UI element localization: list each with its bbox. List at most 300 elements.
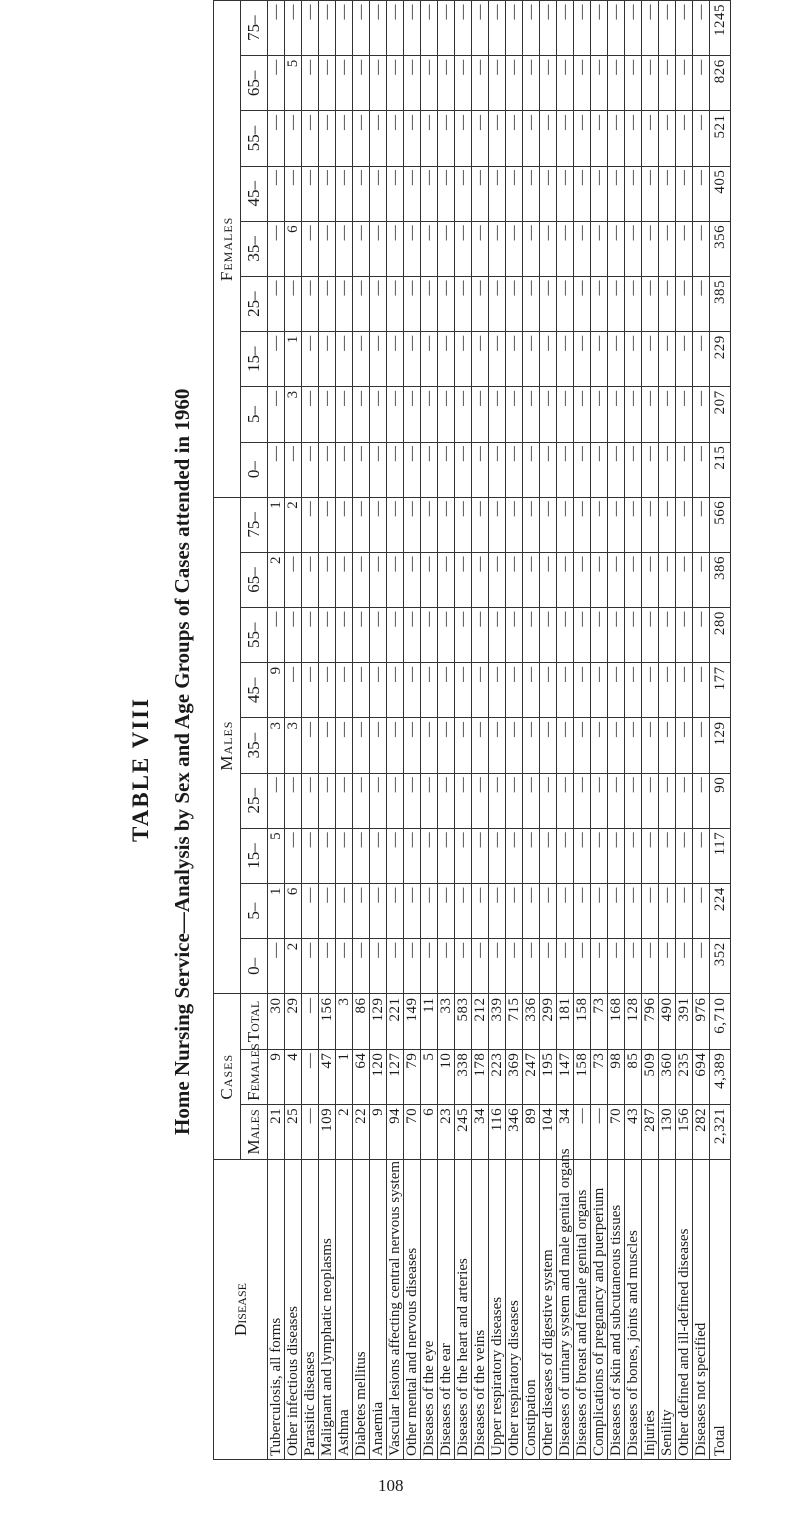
disease-label: Diseases of bones, joints and muscles — [625, 1160, 642, 1460]
table-cell: 98 — [608, 1049, 625, 1104]
table-cell: — — [370, 56, 387, 111]
disease-label: Upper respiratory diseases — [489, 1160, 506, 1460]
title-block — [0, 0, 210, 1460]
table-cell: — — [574, 56, 591, 111]
table-cell: — — [676, 56, 693, 111]
table-cell: — — [319, 773, 336, 828]
table-cell: — — [540, 1, 557, 56]
table-cell: — — [438, 718, 455, 773]
table-cell: — — [574, 773, 591, 828]
table-cell: — — [489, 56, 506, 111]
table-cell: — — [625, 332, 642, 387]
table-cell: — — [557, 277, 574, 332]
table-cell: — — [302, 1104, 319, 1159]
table-cell: — — [523, 497, 540, 552]
table-cell: — — [523, 773, 540, 828]
total-male-age-1: 224 — [710, 884, 731, 939]
table-cell: — — [540, 166, 557, 221]
male-age-header-1: 5– — [241, 884, 268, 939]
table-cell: — — [319, 828, 336, 883]
table-cell: — — [523, 332, 540, 387]
females-header: Females — [241, 1049, 268, 1104]
disease-label: Senility — [659, 1160, 676, 1460]
table-cell: 130 — [659, 1104, 676, 1159]
table-cell: 796 — [642, 994, 659, 1049]
table-cell: — — [387, 387, 404, 442]
table-cell: — — [404, 773, 421, 828]
table-cell: 336 — [523, 994, 540, 1049]
table-cell: — — [693, 497, 710, 552]
table-cell: — — [693, 718, 710, 773]
table-cell: — — [591, 608, 608, 663]
table-cell: — — [319, 884, 336, 939]
table-cell: — — [574, 1104, 591, 1159]
table-cell: — — [285, 277, 302, 332]
table-cell: — — [421, 387, 438, 442]
table-cell: 34 — [472, 1104, 489, 1159]
female-age-header-8: 75– — [241, 1, 268, 56]
table-cell: — — [540, 221, 557, 276]
table-cell: — — [506, 277, 523, 332]
table-cell: — — [455, 608, 472, 663]
table-cell: — — [336, 332, 353, 387]
table-cell: — — [455, 497, 472, 552]
table-cell: — — [540, 718, 557, 773]
table-cell: — — [489, 884, 506, 939]
table-cell: — — [625, 111, 642, 166]
disease-label: Other respiratory diseases — [506, 1160, 523, 1460]
table-cell: — — [421, 56, 438, 111]
table-cell: — — [591, 332, 608, 387]
table-cell: — — [387, 718, 404, 773]
table-cell: — — [421, 884, 438, 939]
table-cell: — — [404, 166, 421, 221]
table-cell: — — [268, 939, 285, 994]
table-cell: — — [336, 828, 353, 883]
table-cell: — — [421, 608, 438, 663]
table-cell: — — [523, 828, 540, 883]
table-cell: — — [472, 773, 489, 828]
table-cell: — — [642, 497, 659, 552]
table-cell: — — [387, 608, 404, 663]
table-cell: — — [472, 828, 489, 883]
table-cell: — — [404, 497, 421, 552]
disease-label: Diseases of the eye — [421, 1160, 438, 1460]
table-cell: — — [455, 166, 472, 221]
table-cell: — — [574, 387, 591, 442]
table-cell: — — [489, 663, 506, 718]
table-cell: — — [693, 277, 710, 332]
total-males: 2,321 — [710, 1104, 731, 1159]
table-cell: 360 — [659, 1049, 676, 1104]
total-male-age-7: 386 — [710, 552, 731, 607]
table-cell: — — [625, 442, 642, 497]
table-cell: — — [353, 1, 370, 56]
table-cell: — — [302, 718, 319, 773]
table-cell: — — [455, 221, 472, 276]
table-cell: — — [268, 332, 285, 387]
table-cell: — — [642, 1, 659, 56]
male-age-header-6: 55– — [241, 608, 268, 663]
table-cell: — — [642, 939, 659, 994]
table-cell: — — [302, 332, 319, 387]
table-cell: — — [693, 608, 710, 663]
table-cell: — — [591, 718, 608, 773]
table-cell: — — [506, 718, 523, 773]
table-row — [540, 1, 557, 1460]
table-cell: — — [268, 1, 285, 56]
table-cell: — — [302, 442, 319, 497]
table-cell: — — [387, 277, 404, 332]
table-cell: 212 — [472, 994, 489, 1049]
male-age-header-7: 65– — [241, 552, 268, 607]
table-cell: — — [523, 166, 540, 221]
table-cell: 33 — [438, 994, 455, 1049]
table-cell: 43 — [625, 1104, 642, 1159]
male-age-header-3: 25– — [241, 773, 268, 828]
table-cell: — — [591, 663, 608, 718]
table-cell: — — [642, 663, 659, 718]
table-row — [574, 1, 591, 1460]
table-cell: — — [523, 221, 540, 276]
table-cell: 346 — [506, 1104, 523, 1159]
table-cell: 147 — [557, 1049, 574, 1104]
table-cell: 89 — [523, 1104, 540, 1159]
table-cell: — — [659, 221, 676, 276]
table-cell: — — [455, 718, 472, 773]
table-cell: — — [336, 221, 353, 276]
table-cell: 47 — [319, 1049, 336, 1104]
males-group-header: Males — [214, 497, 241, 994]
table-cell: — — [302, 884, 319, 939]
table-cell: — — [659, 552, 676, 607]
table-cell: — — [336, 773, 353, 828]
table-cell: — — [608, 387, 625, 442]
table-cell: — — [489, 552, 506, 607]
table-cell: — — [625, 663, 642, 718]
table-cell: 9 — [268, 663, 285, 718]
table-cell: — — [608, 663, 625, 718]
table-cell: — — [353, 221, 370, 276]
table-cell: — — [676, 332, 693, 387]
total-male-age-3: 90 — [710, 773, 731, 828]
table-cell: — — [302, 828, 319, 883]
table-cell: — — [557, 387, 574, 442]
table-cell: — — [523, 111, 540, 166]
table-cell: — — [523, 718, 540, 773]
table-cell: — — [421, 332, 438, 387]
table-row — [642, 1, 659, 1460]
table-cell: 149 — [404, 994, 421, 1049]
table-cell: 1 — [336, 1049, 353, 1104]
table-cell: — — [506, 884, 523, 939]
disease-label: Injuries — [642, 1160, 659, 1460]
table-cell: — — [557, 773, 574, 828]
table-row — [489, 1, 506, 1460]
table-cell: — — [319, 663, 336, 718]
table-cell: — — [302, 387, 319, 442]
table-row — [302, 1, 319, 1460]
table-cell: 2 — [285, 497, 302, 552]
table-cell: — — [302, 773, 319, 828]
table-cell: — — [625, 277, 642, 332]
table-cell: — — [591, 221, 608, 276]
table-cell: — — [370, 1, 387, 56]
table-cell: 9 — [268, 1049, 285, 1104]
table-cell: — — [557, 1, 574, 56]
table-cell: 64 — [353, 1049, 370, 1104]
table-cell: — — [659, 332, 676, 387]
table-cell: — — [387, 1, 404, 56]
table-cell: — — [659, 111, 676, 166]
table-cell: — — [336, 442, 353, 497]
table-cell: — — [404, 718, 421, 773]
table-cell: — — [659, 56, 676, 111]
table-row — [557, 1, 574, 1460]
table-cell: — — [642, 166, 659, 221]
table-cell: — — [370, 939, 387, 994]
disease-label: Diseases of breast and female genital organs — [574, 1160, 591, 1460]
table-cell: — — [319, 221, 336, 276]
disease-label: Diseases of urinary system and male genital organs — [557, 1160, 574, 1460]
table-cell: 223 — [489, 1049, 506, 1104]
table-cell: — — [421, 277, 438, 332]
disease-label: Other mental and nervous diseases — [404, 1160, 421, 1460]
table-cell: — — [591, 56, 608, 111]
table-cell: — — [523, 277, 540, 332]
table-cell: — — [370, 111, 387, 166]
female-age-header-7: 65– — [241, 56, 268, 111]
table-cell: — — [455, 277, 472, 332]
table-cell: — — [336, 166, 353, 221]
disease-label: Tuberculosis, all forms — [268, 1160, 285, 1460]
table-cell: — — [659, 442, 676, 497]
table-cell: — — [421, 552, 438, 607]
table-cell: — — [540, 608, 557, 663]
table-cell: — — [302, 663, 319, 718]
disease-label: Asthma — [336, 1160, 353, 1460]
table-cell: — — [557, 497, 574, 552]
table-cell: — — [591, 1, 608, 56]
table-cell: — — [659, 1, 676, 56]
table-cell: — — [591, 773, 608, 828]
table-cell: — — [353, 608, 370, 663]
table-cell: 6 — [285, 884, 302, 939]
table-cell: — — [540, 773, 557, 828]
table-row — [336, 1, 353, 1460]
table-cell: — — [693, 166, 710, 221]
table-cell: — — [268, 56, 285, 111]
cases-header: Cases — [214, 994, 241, 1160]
table-cell: — — [523, 552, 540, 607]
table-cell: — — [693, 442, 710, 497]
table-cell: — — [387, 442, 404, 497]
table-cell: — — [523, 939, 540, 994]
table-cell: — — [693, 111, 710, 166]
table-cell: — — [438, 442, 455, 497]
table-cell: 94 — [387, 1104, 404, 1159]
table-cell: — — [336, 939, 353, 994]
table-cell: 3 — [285, 718, 302, 773]
table-cell: — — [506, 663, 523, 718]
table-cell: — — [455, 663, 472, 718]
table-cell: — — [523, 884, 540, 939]
table-cell: — — [489, 497, 506, 552]
table-cell: — — [489, 111, 506, 166]
total-male-age-2: 117 — [710, 828, 731, 883]
table-cell: — — [557, 939, 574, 994]
table-cell: — — [693, 387, 710, 442]
table-row — [438, 1, 455, 1460]
table-cell: — — [574, 166, 591, 221]
table-cell: — — [659, 277, 676, 332]
table-cell: — — [642, 277, 659, 332]
table-cell: — — [676, 884, 693, 939]
table-cell: — — [387, 332, 404, 387]
table-cell: — — [438, 277, 455, 332]
table-cell: — — [557, 111, 574, 166]
table-cell: — — [319, 497, 336, 552]
table-cell: 9 — [370, 1104, 387, 1159]
table-cell: 158 — [574, 994, 591, 1049]
table-cell: — — [302, 497, 319, 552]
table-cell: — — [642, 56, 659, 111]
table-cell: — — [438, 111, 455, 166]
total-female-age-8: 1245 — [710, 1, 731, 56]
female-age-header-6: 55– — [241, 111, 268, 166]
table-cell: — — [557, 552, 574, 607]
table-cell: — — [489, 1, 506, 56]
male-age-header-4: 35– — [241, 718, 268, 773]
table-cell: — — [591, 552, 608, 607]
table-cell: — — [319, 442, 336, 497]
table-row — [353, 1, 370, 1460]
table-cell: 11 — [421, 994, 438, 1049]
table-cell: — — [540, 387, 557, 442]
table-cell: 181 — [557, 994, 574, 1049]
table-cell: — — [591, 828, 608, 883]
table-cell: — — [574, 497, 591, 552]
table-cell: — — [421, 221, 438, 276]
table-cell: — — [353, 884, 370, 939]
table-cell: — — [642, 332, 659, 387]
males-header: Males — [241, 1104, 268, 1159]
table-cell: — — [625, 828, 642, 883]
table-cell: — — [659, 773, 676, 828]
table-cell: — — [387, 166, 404, 221]
table-cell: — — [489, 277, 506, 332]
females-group-header: Females — [214, 1, 241, 498]
table-row — [404, 1, 421, 1460]
total-male-age-6: 280 — [710, 608, 731, 663]
total-all: 6,710 — [710, 994, 731, 1049]
table-cell: — — [336, 663, 353, 718]
table-cell: — — [625, 1, 642, 56]
statistics-table-container — [213, 0, 788, 1460]
table-cell: — — [676, 608, 693, 663]
table-cell: — — [472, 497, 489, 552]
table-cell: — — [625, 939, 642, 994]
table-cell: 129 — [370, 994, 387, 1049]
table-cell: — — [285, 663, 302, 718]
table-cell: 73 — [591, 1049, 608, 1104]
table-cell: — — [336, 387, 353, 442]
table-cell: — — [353, 442, 370, 497]
table-cell: — — [268, 221, 285, 276]
table-cell: — — [302, 1049, 319, 1104]
table-cell: — — [659, 828, 676, 883]
table-cell: — — [659, 608, 676, 663]
table-cell: — — [319, 277, 336, 332]
table-cell: — — [506, 552, 523, 607]
table-body — [268, 1, 731, 1460]
table-cell: — — [438, 939, 455, 994]
table-cell: — — [642, 718, 659, 773]
table-cell: — — [421, 497, 438, 552]
table-cell: — — [489, 939, 506, 994]
table-cell: 156 — [676, 1104, 693, 1159]
disease-label: Parasitic diseases — [302, 1160, 319, 1460]
table-cell: — — [285, 773, 302, 828]
table-cell: 5 — [421, 1049, 438, 1104]
table-cell: — — [404, 884, 421, 939]
table-cell: — — [557, 56, 574, 111]
table-cell: 178 — [472, 1049, 489, 1104]
table-cell: — — [268, 442, 285, 497]
table-cell: — — [557, 718, 574, 773]
table-cell: — — [574, 939, 591, 994]
table-cell: — — [625, 497, 642, 552]
table-cell: — — [591, 387, 608, 442]
table-cell: — — [438, 221, 455, 276]
table-cell: — — [336, 884, 353, 939]
table-row — [625, 1, 642, 1460]
table-cell: — — [319, 939, 336, 994]
table-cell: 715 — [506, 994, 523, 1049]
table-cell: — — [370, 166, 387, 221]
table-cell: 976 — [693, 994, 710, 1049]
table-cell: — — [506, 387, 523, 442]
table-cell: — — [353, 828, 370, 883]
table-cell: 299 — [540, 994, 557, 1049]
table-cell: — — [676, 497, 693, 552]
table-cell: — — [608, 56, 625, 111]
table-cell: — — [421, 166, 438, 221]
table-cell: — — [455, 111, 472, 166]
table-cell: — — [404, 332, 421, 387]
table-cell: — — [625, 387, 642, 442]
table-cell: — — [353, 552, 370, 607]
table-cell: — — [489, 166, 506, 221]
table-cell: 195 — [540, 1049, 557, 1104]
table-cell: — — [455, 939, 472, 994]
table-cell: — — [370, 884, 387, 939]
table-cell: 21 — [268, 1104, 285, 1159]
table-cell: — — [608, 718, 625, 773]
table-cell: — — [472, 111, 489, 166]
table-cell: — — [438, 387, 455, 442]
table-cell: — — [302, 552, 319, 607]
table-cell: 70 — [608, 1104, 625, 1159]
table-cell: — — [489, 387, 506, 442]
table-cell: — — [625, 552, 642, 607]
table-cell: — — [438, 497, 455, 552]
table-cell: — — [404, 939, 421, 994]
table-row — [693, 1, 710, 1460]
table-cell: 29 — [285, 994, 302, 1049]
table-cell: — — [353, 939, 370, 994]
total-female-age-1: 207 — [710, 387, 731, 442]
